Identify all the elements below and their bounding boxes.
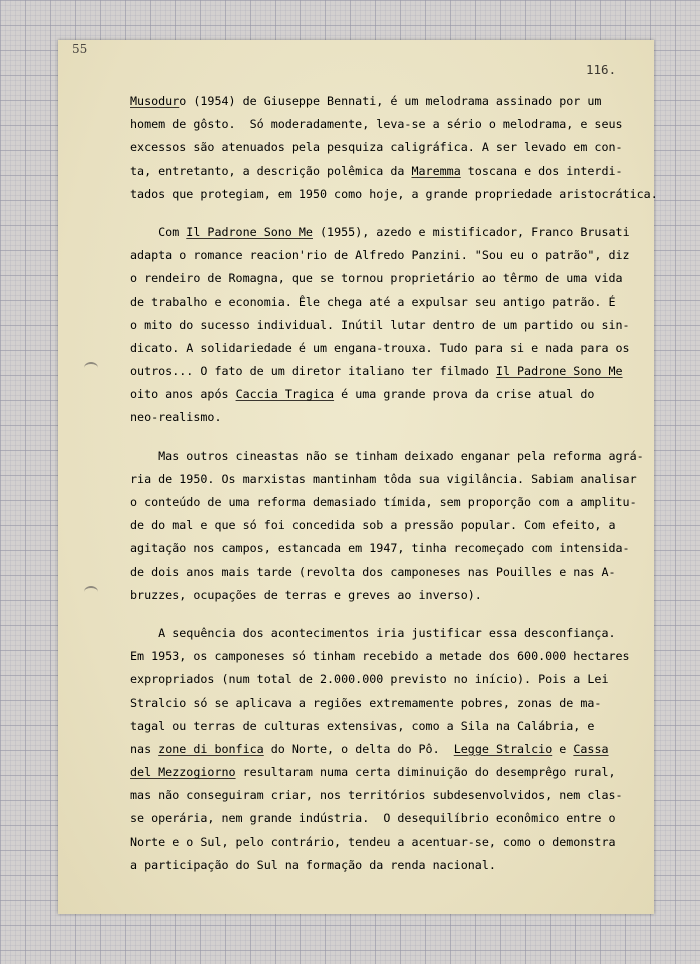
underlined-title: Il Padrone Sono Me <box>495 364 623 379</box>
text-line <box>130 136 660 159</box>
text-line <box>130 360 660 383</box>
paragraph-gap <box>130 430 660 445</box>
text-line <box>130 267 660 290</box>
text-segment: o mito do sucesso individual. Inútil lutar dentro de um partido ou sin- <box>130 317 630 332</box>
paragraph-gap <box>130 206 660 221</box>
corner-page-number: 55 <box>72 42 88 56</box>
underlined-title: Maremma <box>411 163 461 178</box>
text-segment: o rendeiro de Romagna, que se tornou proprietário ao têrmo de uma vida <box>130 271 623 286</box>
text-line <box>130 692 660 715</box>
text-segment: de trabalho e economia. Êle chega até a expulsar seu antigo patrão. É <box>130 294 616 309</box>
underlined-title: Il Padrone Sono Me <box>186 224 313 239</box>
text-segment: é uma grande prova da crise atual do <box>334 387 595 402</box>
punch-hole-top <box>84 362 98 374</box>
text-segment: de do mal e que só foi concedida sob a pressão popular. Com efeito, a <box>130 518 616 533</box>
text-segment: do Norte, o delta do Pô. <box>263 741 454 756</box>
text-segment: (1955), azedo e mistificador, Franco Brusati <box>312 224 630 239</box>
text-segment: excessos são atenuados pela pesquiza caligráfica. A ser levado em con- <box>130 140 623 155</box>
text-line <box>130 491 660 514</box>
text-line <box>130 537 660 560</box>
text-line <box>130 113 660 136</box>
text-segment: Stralcio só se aplicava a regiões extremamente pobres, zonas de ma- <box>130 695 602 710</box>
text-segment: o conteúdo de uma reforma demasiado tímida, sem proporção com a amplitu- <box>130 495 637 509</box>
text-line <box>130 668 660 691</box>
text-line <box>130 445 660 468</box>
paragraph <box>130 622 660 877</box>
text-segment: oito anos após <box>130 387 236 402</box>
text-segment: A sequência dos acontecimentos iria justificar essa desconfiança. <box>130 625 616 640</box>
text-segment: Norte e o Sul, pelo contrário, tendeu a acentuar-se, como o demonstra <box>130 834 616 849</box>
underlined-title: Cassa <box>573 741 609 756</box>
text-segment: toscana e dos interdi- <box>460 163 623 178</box>
text-line <box>130 645 660 668</box>
punch-hole-bottom <box>84 586 98 598</box>
text-segment: bruzzes, ocupações de terras e greves ao inverso). <box>130 587 482 602</box>
text-line <box>130 514 660 537</box>
text-segment: e <box>552 741 574 756</box>
text-segment: adapta o romance reacion'rio de Alfredo Panzini. "Sou eu o patrão", diz <box>130 248 630 263</box>
text-line <box>130 738 660 761</box>
text-segment: Mas outros cineastas não se tinham deixado enganar pela reforma agrá- <box>130 448 644 463</box>
text-segment: tados que protegiam, em 1950 como hoje, a grande propriedade aristocrática. <box>130 186 658 201</box>
text-line <box>130 160 660 183</box>
text-line <box>130 761 660 784</box>
text-segment: dicato. A solidariedade é um engana-trouxa. Tudo para si e nada para os <box>130 340 630 355</box>
text-segment: resultaram numa certa diminuição do desemprêgo rural, <box>235 765 616 780</box>
text-segment: outros... O fato de um diretor italiano ter filmado <box>130 364 496 379</box>
text-segment: agitação nos campos, estancada em 1947, tinha recomeçado com intensida- <box>130 541 630 556</box>
underlined-title: del Mezzogiorno <box>130 765 236 780</box>
text-segment: o (1954) de Giuseppe Bennati, é um melodrama assinado por um <box>179 94 602 108</box>
text-line <box>130 406 660 429</box>
paragraph-gap <box>130 607 660 622</box>
text-segment: ta, entretanto, a descrição polêmica da <box>130 163 412 178</box>
paragraph <box>130 90 660 206</box>
text-line <box>130 561 660 584</box>
text-line <box>130 807 660 830</box>
text-line <box>130 468 660 491</box>
text-line <box>130 291 660 314</box>
text-line <box>130 383 660 406</box>
paragraph <box>130 221 660 430</box>
underlined-title: Legge Stralcio <box>453 741 553 756</box>
text-line <box>130 784 660 807</box>
text-segment: homem de gôsto. Só moderadamente, leva-se a sério o melodrama, e seus <box>130 117 623 132</box>
text-segment: neo-realismo. <box>130 410 222 425</box>
text-segment: se operária, nem grande indústria. O desequilíbrio econômico entre o <box>130 811 616 826</box>
text-segment: nas <box>130 741 159 756</box>
page-number: 116. <box>586 62 617 77</box>
text-segment: ria de 1950. Os marxistas mantinham tôda sua vigilância. Sabiam analisar <box>130 471 637 486</box>
text-segment: a participação do Sul na formação da renda nacional. <box>130 857 496 872</box>
text-segment: Em 1953, os camponeses só tinham recebido a metade dos 600.000 hectares <box>130 649 630 664</box>
text-segment: de dois anos mais tarde (revolta dos camponeses nas Pouilles e nas A- <box>130 564 616 579</box>
text-segment: expropriados (num total de 2.000.000 previsto no início). Pois a Lei <box>130 672 609 687</box>
text-line <box>130 622 660 645</box>
underlined-title: Musodur <box>130 94 180 108</box>
text-line <box>130 183 660 206</box>
underlined-title: Caccia Tragica <box>235 387 335 402</box>
text-segment: mas não conseguiram criar, nos territórios subdesenvolvidos, nem clas- <box>130 788 623 803</box>
text-line <box>130 244 660 267</box>
text-line <box>130 90 660 113</box>
document-body <box>130 90 660 877</box>
paragraph <box>130 445 660 607</box>
text-segment: tagal ou terras de culturas extensivas, como a Sila na Calábria, e <box>130 718 595 733</box>
text-line <box>130 584 660 607</box>
text-line <box>130 715 660 738</box>
text-line <box>130 831 660 854</box>
text-line <box>130 337 660 360</box>
text-line <box>130 854 660 877</box>
text-line <box>130 221 660 244</box>
text-line <box>130 314 660 337</box>
text-segment: Com <box>130 224 187 239</box>
underlined-title: zone di bonfica <box>158 741 264 756</box>
